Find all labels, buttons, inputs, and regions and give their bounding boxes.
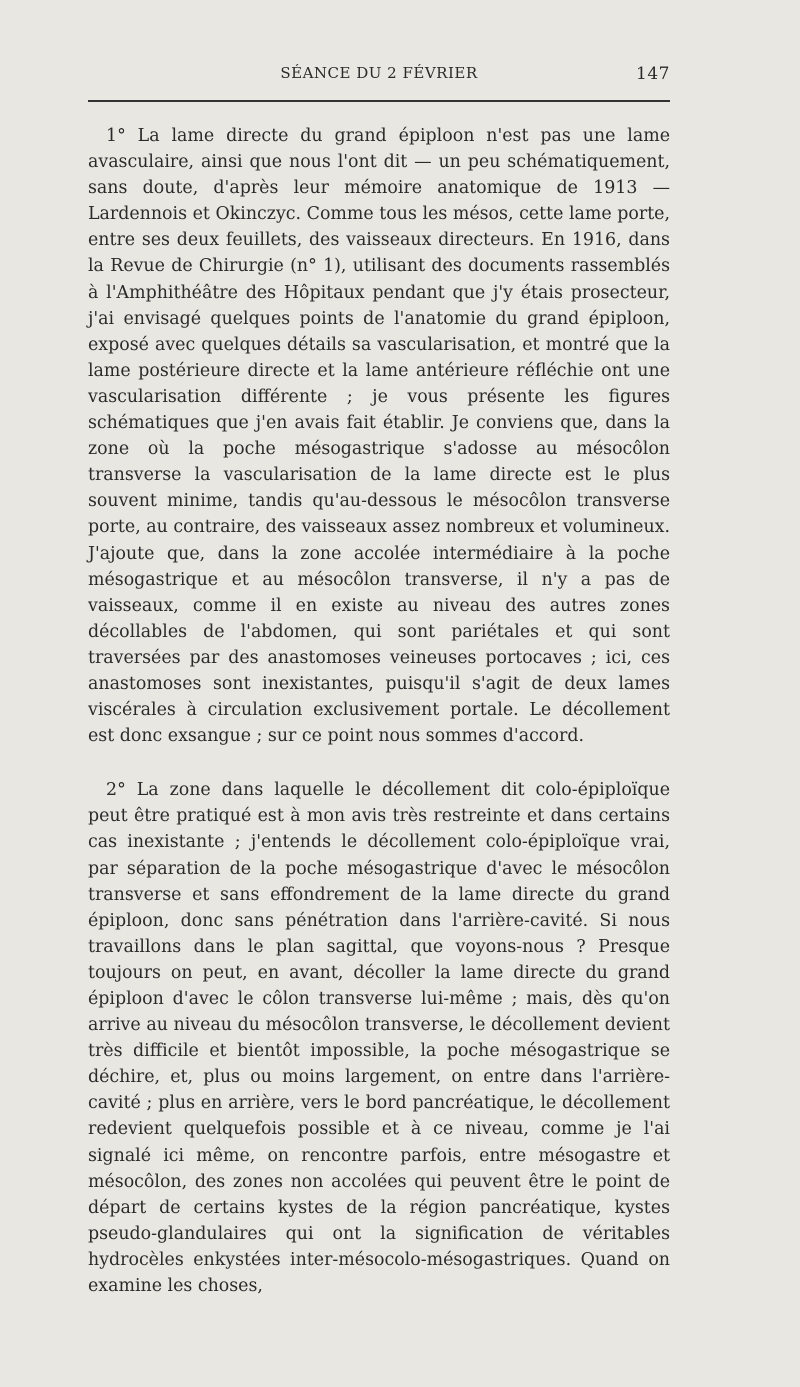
running-header: [88, 62, 670, 88]
paragraph-1: 1° La lame directe du grand épiploon n'est pas une lame avasculaire, ainsi que nous l'ont dit — un peu schématiquement, sans doute, d'après leur mémoire anatomique de 1913 — Lardennois et Okinczyc. Comme tous les mésos, cette lame porte, entre ses deux feuillets, des vaisseaux directeurs. En 1916, dans la Revue de Chirurgie (n° 1), utilisant des documents rassemblés à l'Amphithéâtre des Hôpitaux pendant que j'y étais prosecteur, j'ai envisagé quelques points de l'anatomie du grand épiploon, exposé avec quelques détails sa vascularisation, et montré que la lame postérieure directe et la lame antérieure réfléchie ont une vascularisation différente ; je vous présente les figures schématiques que j'en avais fait établir. Je conviens que, dans la zone où la poche mésogastrique s'adosse au mésocôlon transverse la vascularisation de la lame directe est le plus souvent minime, tandis qu'au-dessous le mésocôlon transverse porte, au contraire, des vaisseaux assez nombreux et volumineux. J'ajoute que, dans la zone accolée intermédiaire à la poche mésogastrique et au mésocôlon transverse, il n'y a pas de vaisseaux, comme il en existe au niveau des autres zones décollables de l'abdomen, qui sont pariétales et qui sont traversées par des anastomoses veineuses portocaves ; ici, ces anastomoses sont inexistantes, puisqu'il s'agit de deux lames viscérales à circulation exclusivement portale. Le décollement est donc exsangue ; sur ce point nous sommes d'accord.: [88, 126, 670, 747]
paragraph-2: 2° La zone dans laquelle le décollement dit colo-épiploïque peut être pratiqué est à mon avis très restreinte et dans certains cas inexistante ; j'entends le décollement colo-épiploïque vrai, par séparation de la poche mésogastrique d'avec le mésocôlon transverse et sans effondrement de la lame directe du grand épiploon, donc sans pénétration dans l'arrière-cavité. Si nous travaillons dans le plan sagittal, que voyons-nous ? Presque toujours on peut, en avant, décoller la lame directe du grand épiploon d'avec le côlon transverse lui-même ; mais, dès qu'on arrive au niveau du mésocôlon transverse, le décollement devient très difficile et bientôt impossible, la poche mésogastrique se déchire, et, plus ou moins largement, on entre dans l'arrière-cavité ; plus en arrière, vers le bord pancréatique, le décollement redevient quelquefois possible et à ce niveau, comme je l'ai signalé ici même, on rencontre parfois, entre mésogastre et mésocôlon, des zones non accolées qui peuvent être le point de départ de certains kystes de la région pancréatique, kystes pseudo-glandulaires qui ont la signification de véritables hydrocèles enkystées inter-mésocolo-mésogastriques. Quand on examine les choses,: [88, 780, 670, 1297]
header-rule: [88, 100, 670, 102]
page-number: 147: [636, 64, 670, 84]
running-title: SÉANCE DU 2 FÉVRIER: [280, 64, 478, 82]
body-text: [88, 123, 670, 1299]
